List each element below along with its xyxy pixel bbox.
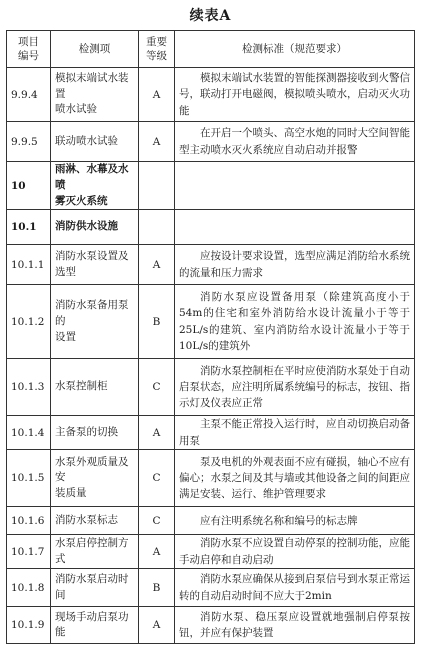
row-item: 现场手动启泵功能 <box>51 607 139 644</box>
row-level: C <box>139 507 175 535</box>
row-item: 水泵外观质量及安 装质量 <box>51 450 139 507</box>
row-level: A <box>139 68 175 122</box>
row-number: 10.1.5 <box>7 450 51 507</box>
header-level-text: 重要 等级 <box>146 35 167 62</box>
table-row <box>7 607 415 644</box>
table-row <box>7 162 415 210</box>
row-standard: 在开启一个喷头、高空水炮的同时大空间智能型主动喷水灭火系统应自动启动并报警 <box>175 122 415 162</box>
header-standard: 检测标准（规范要求） <box>175 31 415 68</box>
table-row <box>7 285 415 359</box>
row-item: 消防水泵启动时间 <box>51 569 139 607</box>
row-level <box>139 210 175 245</box>
row-number: 9.9.4 <box>7 68 51 122</box>
row-number: 10.1.8 <box>7 569 51 607</box>
header-row <box>7 31 415 68</box>
row-number: 10.1.2 <box>7 285 51 359</box>
header-no <box>7 31 51 68</box>
table-row <box>7 535 415 569</box>
row-level <box>139 162 175 210</box>
row-item: 雨淋、水幕及水喷 雾灭火系统 <box>51 162 139 210</box>
row-level: B <box>139 569 175 607</box>
row-number: 10 <box>7 162 51 210</box>
row-standard: 应有注明系统名称和编号的标志牌 <box>175 507 415 535</box>
row-level: A <box>139 245 175 285</box>
table-row <box>7 245 415 285</box>
inspection-standard-table <box>6 30 415 644</box>
table-row <box>7 122 415 162</box>
row-number: 10.1.6 <box>7 507 51 535</box>
row-level: A <box>139 535 175 569</box>
row-standard <box>175 210 415 245</box>
header-no-text: 项目 编号 <box>18 35 39 62</box>
row-level: C <box>139 359 175 416</box>
row-item: 消防水泵设置及 选型 <box>51 245 139 285</box>
table-row <box>7 569 415 607</box>
header-level <box>139 31 175 68</box>
row-number: 10.1.1 <box>7 245 51 285</box>
row-number: 10.1 <box>7 210 51 245</box>
row-item: 消防供水设施 <box>51 210 139 245</box>
row-standard: 主泵不能正常投入运行时，应自动切换启动备用泵 <box>175 416 415 450</box>
row-standard: 消防水泵应设置备用泵（除建筑高度小于54m的住宅和室外消防给水设计流量小于等于25L/s的建筑、室内消防给水设计流量小于等于10L/s的建筑外 <box>175 285 415 359</box>
header-item: 检测项 <box>51 31 139 68</box>
row-number: 9.9.5 <box>7 122 51 162</box>
row-standard: 消防水泵、稳压泵应设置就地强制启停泵按钮，并应有保护装置 <box>175 607 415 644</box>
table-row <box>7 68 415 122</box>
row-standard: 消防水泵不应设置自动停泵的控制功能，应能手动启停和自动启动 <box>175 535 415 569</box>
row-level: C <box>139 450 175 507</box>
table-caption: 续表A <box>189 8 232 24</box>
table-row <box>7 507 415 535</box>
row-standard <box>175 162 415 210</box>
row-number: 10.1.3 <box>7 359 51 416</box>
row-standard: 泵及电机的外观表面不应有碰损，轴心不应有偏心；水泵之间及其与墙或其他设备之间的间距应满足安装、运行、维护管理要求 <box>175 450 415 507</box>
row-number: 10.1.4 <box>7 416 51 450</box>
table-row <box>7 450 415 507</box>
row-standard: 应按设计要求设置，选型应满足消防给水系统的流量和压力需求 <box>175 245 415 285</box>
row-item: 消防水泵标志 <box>51 507 139 535</box>
row-standard: 消防水泵控制柜在平时应使消防水泵处于自动启泵状态，应注明所属系统编号的标志，按钮、指示灯及仪表应正常 <box>175 359 415 416</box>
row-item: 联动喷水试验 <box>51 122 139 162</box>
row-level: A <box>139 122 175 162</box>
row-level: A <box>139 416 175 450</box>
row-standard: 消防水泵应确保从接到启泵信号到水泵正常运转的自动启动时间不应大于2min <box>175 569 415 607</box>
row-level: A <box>139 607 175 644</box>
row-standard: 模拟末端试水装置的智能探测器接收到火警信号，联动打开电磁阀，模拟喷头喷水，启动灭火功能 <box>175 68 415 122</box>
row-item: 模拟末端试水装置 喷水试验 <box>51 68 139 122</box>
row-number: 10.1.7 <box>7 535 51 569</box>
row-item: 主备泵的切换 <box>51 416 139 450</box>
row-item: 水泵启停控制方式 <box>51 535 139 569</box>
row-item: 消防水泵备用泵的 设置 <box>51 285 139 359</box>
row-item: 水泵控制柜 <box>51 359 139 416</box>
table-row <box>7 416 415 450</box>
table-row <box>7 210 415 245</box>
table-row <box>7 359 415 416</box>
row-level: B <box>139 285 175 359</box>
row-number: 10.1.9 <box>7 607 51 644</box>
